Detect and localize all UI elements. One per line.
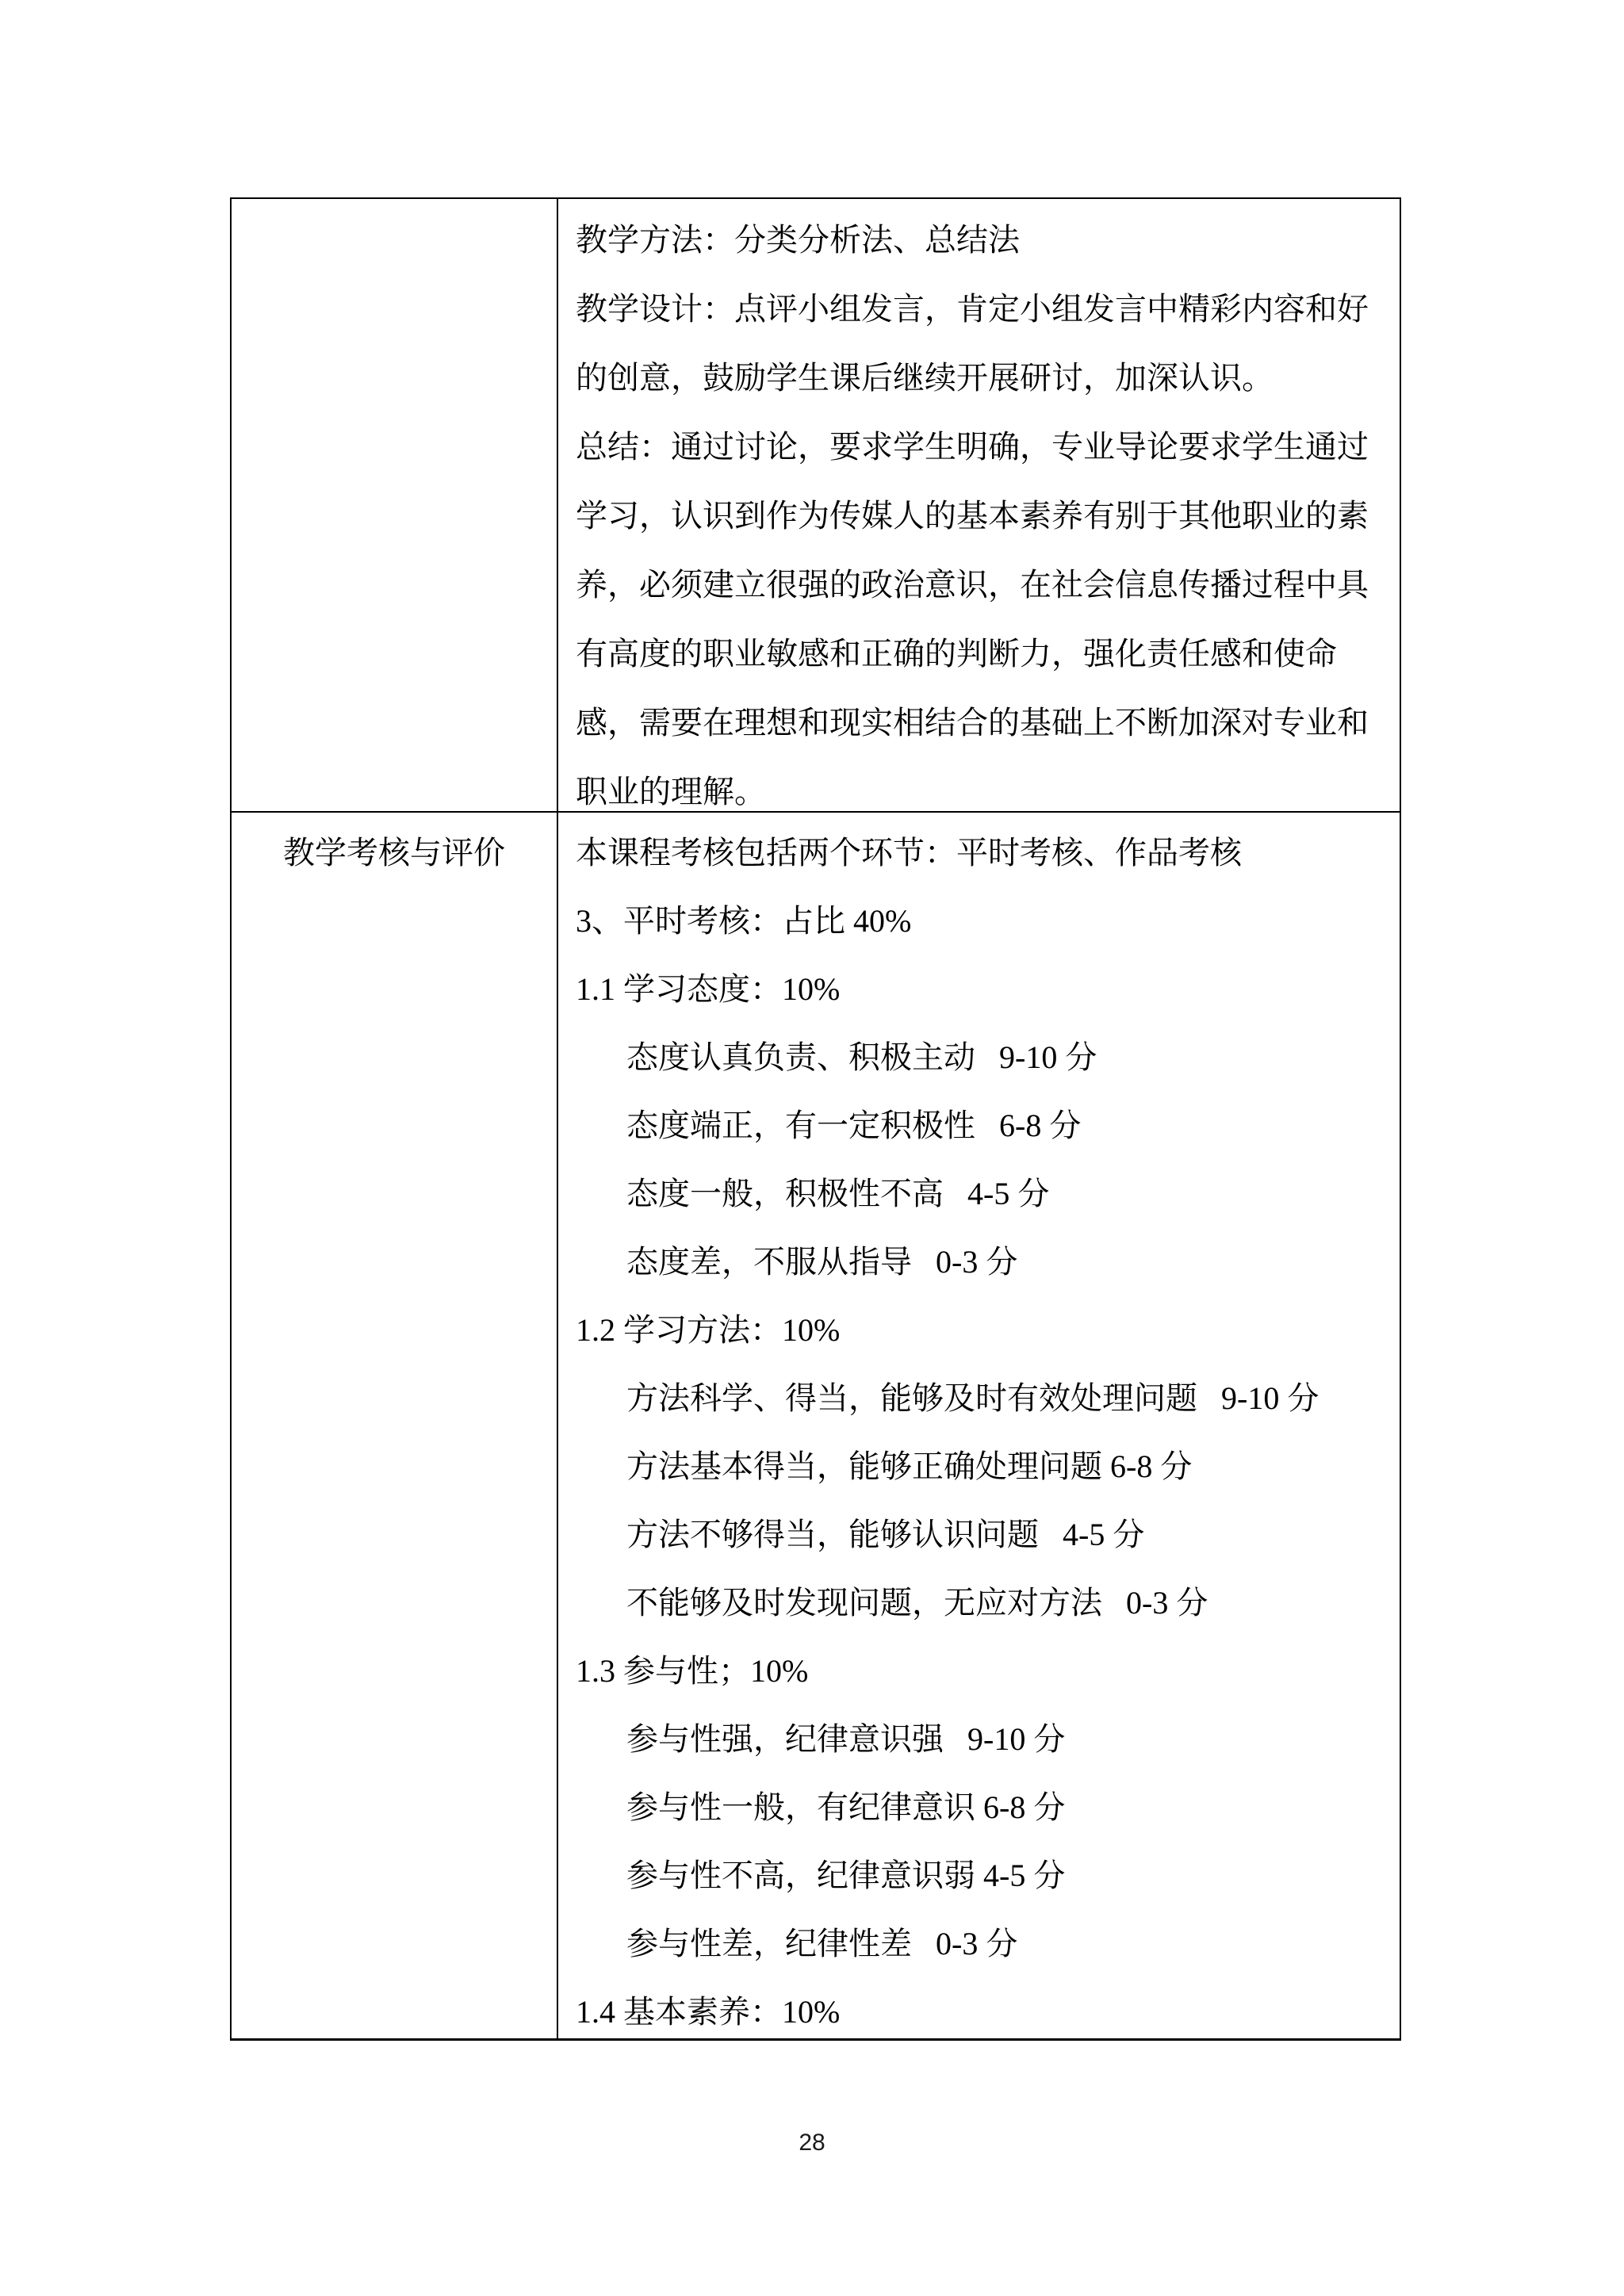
row-content-cell [558, 813, 1400, 2038]
text-line: 有高度的职业敏感和正确的判断力，强化责任感和使命 [576, 636, 1337, 672]
text-line: 参与性差，纪律性差 0-3 分 [626, 1926, 1018, 1961]
page-number: 28 [799, 2130, 825, 2156]
row-label-cell [232, 813, 558, 2038]
text-line: 教学方法：分类分析法、总结法 [576, 222, 1020, 258]
text-line: 态度一般，积极性不高 4-5 分 [626, 1176, 1050, 1211]
text-line: 不能够及时发现问题，无应对方法 0-3 分 [626, 1585, 1208, 1621]
text-line: 方法不够得当，能够认识问题 4-5 分 [626, 1517, 1145, 1552]
text-line: 方法基本得当，能够正确处理问题 6-8 分 [626, 1448, 1193, 1484]
row-content-cell [558, 199, 1400, 811]
text-line: 参与性强，纪律意识强 9-10 分 [626, 1721, 1066, 1757]
text-line: 职业的理解。 [576, 774, 766, 809]
text-line: 养，必须建立很强的政治意识，在社会信息传播过程中具 [576, 567, 1369, 603]
text-line: 方法科学、得当，能够及时有效处理问题 9-10 分 [626, 1380, 1320, 1416]
text-line: 本课程考核包括两个环节：平时考核、作品考核 [576, 835, 1242, 871]
text-line: 态度端正，有一定积极性 6-8 分 [626, 1108, 1082, 1143]
row-label: 教学考核与评价 [283, 835, 505, 871]
table-row-assessment [232, 811, 1400, 2038]
text-line: 态度认真负责、积极主动 9-10 分 [626, 1039, 1097, 1075]
course-syllabus-table [230, 197, 1401, 2041]
text-line: 参与性一般，有纪律意识 6-8 分 [626, 1789, 1066, 1825]
text-line: 感，需要在理想和现实相结合的基础上不断加深对专业和 [576, 705, 1369, 740]
text-line: 参与性不高，纪律意识弱 4-5 分 [626, 1858, 1066, 1893]
text-line: 1.2 学习方法：10% [576, 1312, 841, 1348]
table-row-teaching-methods [232, 199, 1400, 811]
text-line: 教学设计：点评小组发言，肯定小组发言中精彩内容和好 [576, 291, 1369, 327]
text-line: 1.1 学习态度：10% [576, 971, 841, 1007]
text-line: 1.3 参与性；10% [576, 1653, 809, 1689]
text-line: 学习，认识到作为传媒人的基本素养有别于其他职业的素 [576, 498, 1369, 534]
text-line: 的创意，鼓励学生课后继续开展研讨，加深认识。 [576, 360, 1274, 396]
row-label-cell [232, 199, 558, 811]
text-line: 总结：通过讨论，要求学生明确，专业导论要求学生通过 [576, 429, 1369, 465]
text-line: 1.4 基本素养：10% [576, 1994, 841, 2030]
text-line: 态度差，不服从指导 0-3 分 [626, 1244, 1018, 1280]
text-line: 3、平时考核：占比 40% [576, 903, 912, 939]
